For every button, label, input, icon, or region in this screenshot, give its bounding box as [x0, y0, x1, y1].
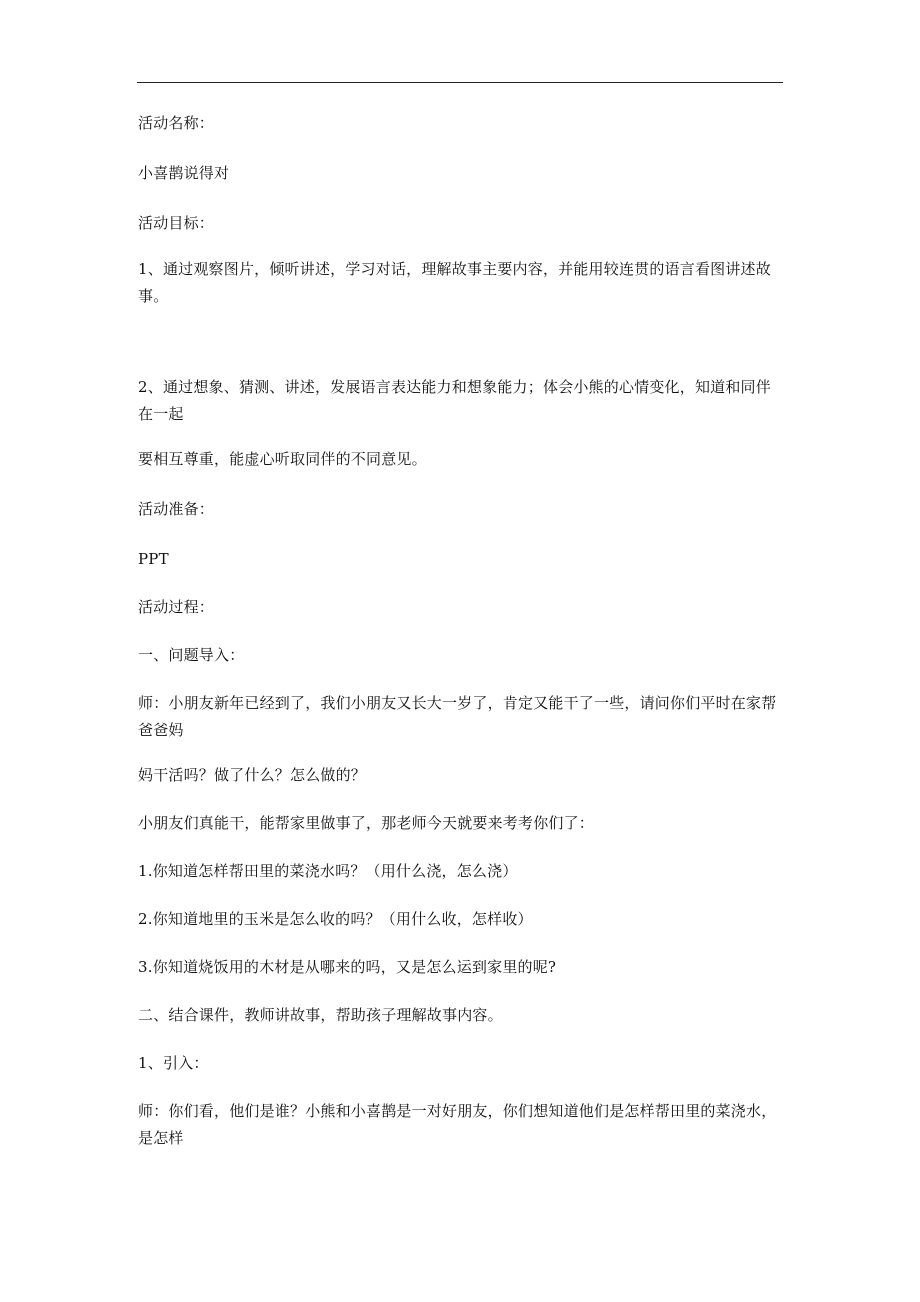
activity-process-label: 活动过程： [138, 598, 215, 616]
goal-item-1: 1、通过观察图片，倾听讲述，学习对话，理解故事主要内容，并能用较连贯的语言看图讲述故事。 [138, 260, 771, 305]
question-1: 1.你知道怎样帮田里的菜浇水吗？（用什么浇，怎么浇） [138, 862, 518, 880]
activity-prep-value: PPT [138, 550, 169, 568]
teacher-praise: 小朋友们真能干，能帮家里做事了，那老师今天就要来考考你们了： [138, 814, 595, 832]
goal-item-2-continued: 要相互尊重，能虚心听取同伴的不同意见。 [138, 450, 427, 468]
section-1-heading: 一、问题导入： [138, 646, 245, 664]
teacher-intro-question: 师：小朋友新年已经到了，我们小朋友又长大一岁了，肯定又能干了一些，请问你们平时在家帮爸爸妈 [138, 694, 777, 739]
question-3: 3.你知道烧饭用的木材是从哪来的吗，又是怎么运到家里的呢? [138, 958, 557, 976]
activity-goal-label: 活动目标： [138, 214, 215, 232]
activity-name-label: 活动名称： [138, 114, 215, 132]
goal-item-2: 2、通过想象、猜测、讲述，发展语言表达能力和想象能力；体会小熊的心情变化，知道和同伴在一起 [138, 378, 771, 423]
activity-prep-label: 活动准备： [138, 500, 215, 518]
intro-subheading: 1、引入： [138, 1054, 209, 1072]
section-2-heading: 二、结合课件，教师讲故事，帮助孩子理解故事内容。 [138, 1006, 503, 1024]
teacher-story-intro: 师：你们看，他们是谁？小熊和小喜鹊是一对好朋友，你们想知道他们是怎样帮田里的菜浇水，是怎样 [138, 1102, 777, 1147]
header-rule [137, 82, 783, 83]
teacher-intro-question-continued: 妈干活吗？做了什么？怎么做的？ [138, 766, 367, 784]
question-2: 2.你知道地里的玉米是怎么收的吗？（用什么收，怎样收） [138, 910, 533, 928]
activity-name-value: 小喜鹊说得对 [138, 164, 230, 182]
